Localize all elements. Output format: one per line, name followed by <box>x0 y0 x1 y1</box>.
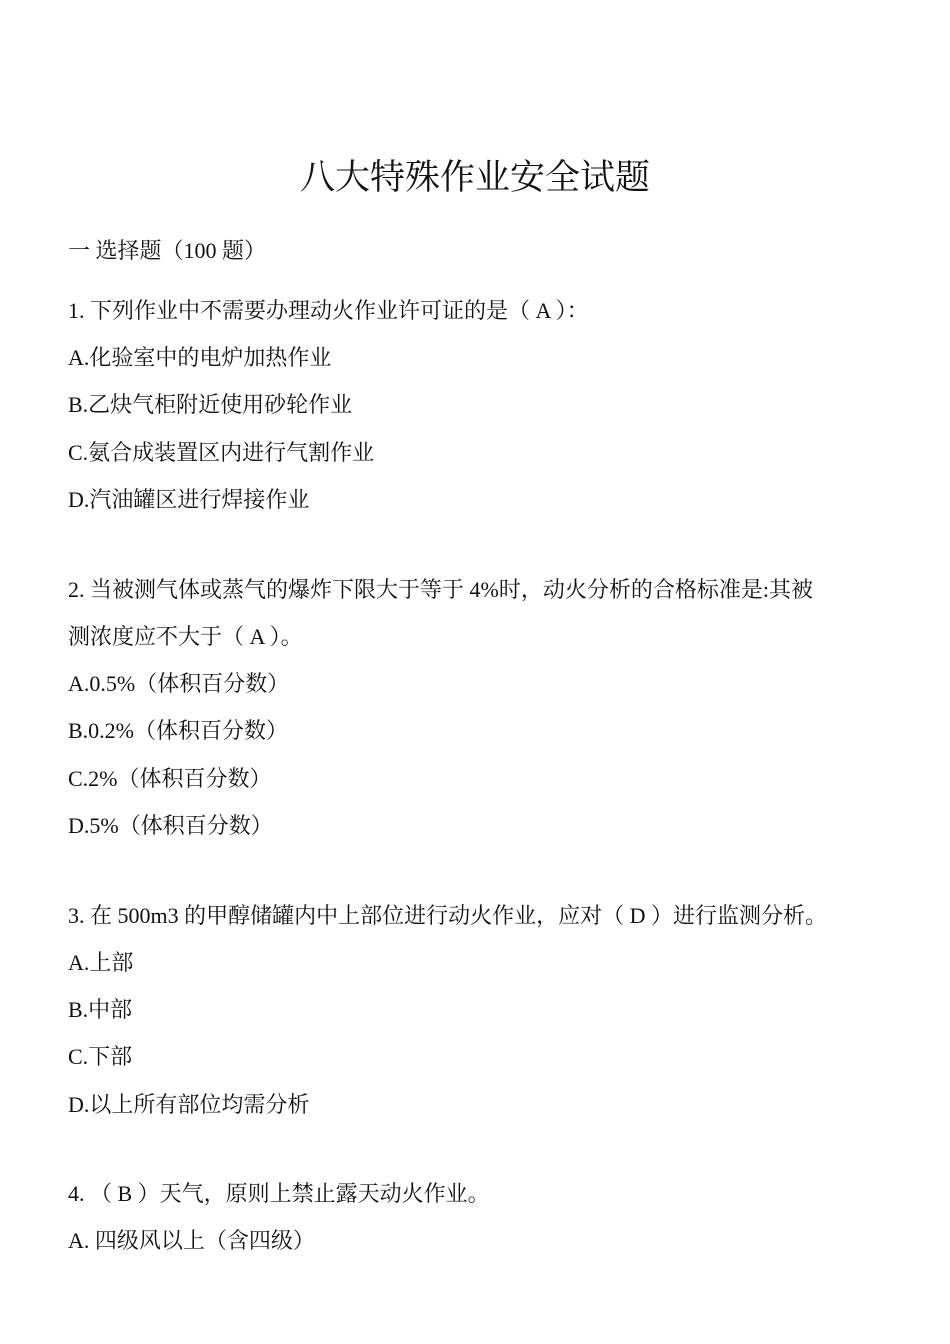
section-heading: 一 选择题（100 题） <box>68 238 267 263</box>
question-4-option-a: A. 四级风以上（含四级） <box>68 1228 315 1253</box>
question-3-option-a: A.上部 <box>68 950 134 975</box>
question-1-option-a: A.化验室中的电炉加热作业 <box>68 345 332 370</box>
question-2-stem: 2. 当被测气体或蒸气的爆炸下限大于等于 4%时，动火分析的合格标准是:其被 <box>68 577 813 602</box>
document-title: 八大特殊作业安全试题 <box>299 158 650 198</box>
question-1-option-b: B.乙炔气柜附近使用砂轮作业 <box>68 392 353 417</box>
question-1-option-c: C.氨合成装置区内进行气割作业 <box>68 440 375 465</box>
question-3-option-b: B.中部 <box>68 997 133 1022</box>
question-4-stem: 4. （ B ）天气，原则上禁止露天动火作业。 <box>68 1181 490 1206</box>
question-2-option-b: B.0.2%（体积百分数） <box>68 718 289 743</box>
question-2-option-a: A.0.5%（体积百分数） <box>68 671 290 696</box>
question-2-option-c: C.2%（体积百分数） <box>68 766 272 791</box>
question-3-stem: 3. 在 500m3 的甲醇储罐内中上部位进行动火作业，应对（ D ）进行监测分析。 <box>68 903 828 928</box>
question-1-option-d: D.汽油罐区进行焊接作业 <box>68 487 310 512</box>
question-3-option-d: D.以上所有部位均需分析 <box>68 1092 310 1117</box>
question-2-option-d: D.5%（体积百分数） <box>68 813 273 838</box>
question-3-option-c: C.下部 <box>68 1044 133 1069</box>
question-2-stem-continued: 测浓度应不大于（ A ）。 <box>68 624 303 649</box>
question-1-stem: 1. 下列作业中不需要办理动火作业许可证的是（ A ）： <box>68 298 589 323</box>
